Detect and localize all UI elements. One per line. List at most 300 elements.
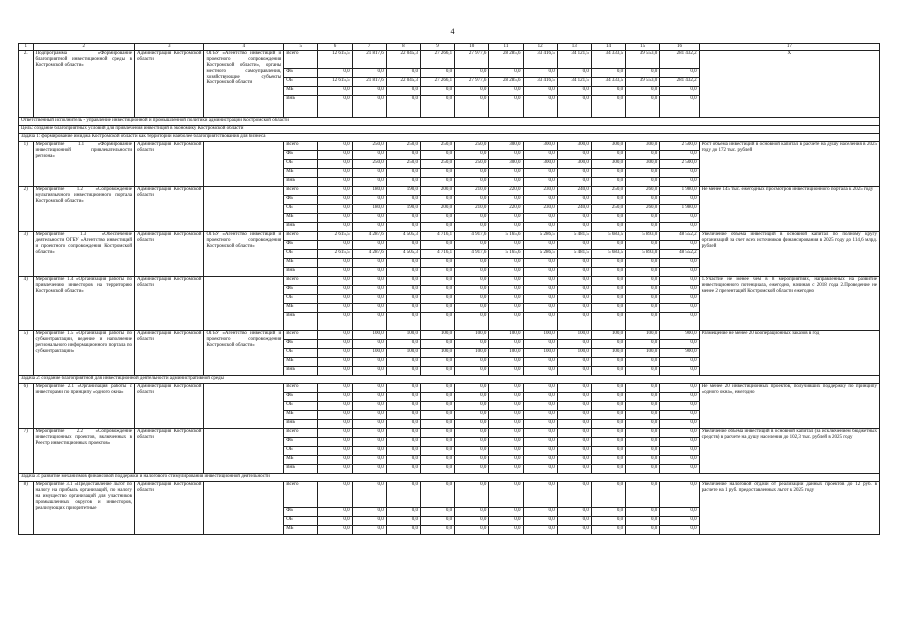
amount-cell: 0,0: [455, 429, 489, 438]
amount-cell: 0,0: [455, 295, 489, 304]
amount-cell: 0,0: [420, 367, 454, 376]
amount-cell: 100,0: [386, 331, 420, 340]
amount-cell: 0,0: [318, 456, 352, 465]
amount-cell: 0,0: [591, 286, 625, 295]
amount-cell: 0,0: [420, 429, 454, 438]
amount-cell: 0,0: [591, 358, 625, 367]
amount-cell: 0,0: [352, 214, 386, 223]
amount-cell: 0,0: [420, 223, 454, 232]
amount-cell: 0,0: [523, 304, 557, 313]
amount-cell: 0,0: [660, 526, 699, 535]
amount-cell: 300,0: [523, 142, 557, 151]
amount-cell: 0,0: [352, 358, 386, 367]
amount-cell: 0,0: [557, 277, 591, 286]
expected-result: Размещение не менее 20 кооперационных заказов в год: [699, 331, 879, 376]
amount-cell: 300,0: [489, 142, 523, 151]
expected-result: Х: [699, 51, 879, 118]
amount-cell: 0,0: [489, 259, 523, 268]
amount-cell: 0,0: [626, 69, 660, 78]
amount-cell: 0,0: [523, 465, 557, 474]
amount-cell: 27 266,1: [420, 78, 454, 87]
funding-source: ФБ: [284, 69, 318, 78]
amount-cell: 0,0: [455, 508, 489, 517]
amount-cell: 0,0: [660, 304, 699, 313]
amount-cell: 0,0: [523, 151, 557, 160]
amount-cell: 0,0: [489, 447, 523, 456]
amount-cell: 0,0: [523, 358, 557, 367]
amount-cell: 0,0: [386, 295, 420, 304]
amount-cell: 0,0: [591, 151, 625, 160]
table-row: [19, 187, 880, 196]
amount-cell: 48 552,2: [660, 232, 699, 241]
funding-source: ФБ: [284, 151, 318, 160]
section-row: [19, 474, 880, 482]
funding-source: ВнБ: [284, 178, 318, 187]
amount-cell: 0,0: [523, 456, 557, 465]
amount-cell: 0,0: [420, 526, 454, 535]
amount-cell: 0,0: [626, 277, 660, 286]
amount-cell: 0,0: [386, 69, 420, 78]
amount-cell: 0,0: [352, 517, 386, 526]
amount-cell: 0,0: [557, 393, 591, 402]
funding-source: ОБ: [284, 250, 318, 259]
amount-cell: 0,0: [626, 384, 660, 393]
amount-cell: 0,0: [489, 384, 523, 393]
amount-cell: 300,0: [557, 160, 591, 169]
amount-cell: 0,0: [318, 196, 352, 205]
amount-cell: 0,0: [386, 517, 420, 526]
amount-cell: 260,0: [626, 205, 660, 214]
amount-cell: 0,0: [455, 87, 489, 96]
amount-cell: 250,0: [420, 160, 454, 169]
responsible-executor: Администрация Костромской области: [135, 51, 204, 118]
column-number: 12: [523, 44, 557, 51]
amount-cell: 0,0: [455, 367, 489, 376]
amount-cell: 0,0: [352, 402, 386, 411]
amount-cell: 0,0: [318, 402, 352, 411]
amount-cell: 0,0: [420, 241, 454, 250]
amount-cell: 4 505,3: [386, 250, 420, 259]
amount-cell: 0,0: [420, 447, 454, 456]
amount-cell: 0,0: [386, 358, 420, 367]
amount-cell: 0,0: [386, 178, 420, 187]
funding-source: ВнБ: [284, 465, 318, 474]
amount-cell: 0,0: [352, 456, 386, 465]
amount-cell: 900,0: [660, 331, 699, 340]
participant: [204, 429, 284, 474]
amount-cell: 0,0: [557, 178, 591, 187]
amount-cell: 0,0: [318, 367, 352, 376]
amount-cell: 0,0: [591, 393, 625, 402]
amount-cell: 0,0: [660, 178, 699, 187]
amount-cell: 100,0: [455, 349, 489, 358]
amount-cell: 0,0: [420, 465, 454, 474]
amount-cell: 0,0: [489, 178, 523, 187]
amount-cell: 0,0: [455, 241, 489, 250]
amount-cell: 0,0: [591, 196, 625, 205]
amount-cell: 0,0: [557, 508, 591, 517]
amount-cell: 100,0: [352, 349, 386, 358]
amount-cell: 0,0: [352, 277, 386, 286]
amount-cell: 0,0: [626, 447, 660, 456]
amount-cell: 48 552,2: [660, 250, 699, 259]
amount-cell: 0,0: [489, 151, 523, 160]
column-number: 17: [699, 44, 879, 51]
amount-cell: 250,0: [591, 205, 625, 214]
amount-cell: 0,0: [455, 69, 489, 78]
funding-source: Всего: [284, 482, 318, 508]
amount-cell: 0,0: [626, 465, 660, 474]
amount-cell: 0,0: [489, 508, 523, 517]
amount-cell: 0,0: [523, 259, 557, 268]
amount-cell: 0,0: [523, 447, 557, 456]
amount-cell: 4 716,1: [420, 232, 454, 241]
amount-cell: 0,0: [626, 259, 660, 268]
amount-cell: 0,0: [557, 447, 591, 456]
amount-cell: 0,0: [660, 420, 699, 429]
column-number: 8: [386, 44, 420, 51]
amount-cell: 4 505,3: [386, 232, 420, 241]
amount-cell: 0,0: [352, 87, 386, 96]
amount-cell: 0,0: [318, 187, 352, 196]
amount-cell: 0,0: [626, 526, 660, 535]
funding-source: МБ: [284, 304, 318, 313]
amount-cell: 0,0: [660, 169, 699, 178]
amount-cell: 0,0: [523, 241, 557, 250]
amount-cell: 0,0: [386, 411, 420, 420]
funding-source: МБ: [284, 214, 318, 223]
amount-cell: 0,0: [523, 508, 557, 517]
participant: ОГБУ «Агентство инвестиций и проектного сопровождения Костромской области»: [204, 331, 284, 376]
amount-cell: 0,0: [591, 259, 625, 268]
amount-cell: 0,0: [455, 456, 489, 465]
responsible-executor: Администрация Костромской области: [135, 331, 204, 376]
amount-cell: 0,0: [591, 69, 625, 78]
amount-cell: 0,0: [420, 438, 454, 447]
amount-cell: 0,0: [660, 482, 699, 508]
amount-cell: 100,0: [489, 349, 523, 358]
amount-cell: 0,0: [557, 526, 591, 535]
amount-cell: 0,0: [318, 393, 352, 402]
amount-cell: 0,0: [420, 358, 454, 367]
amount-cell: 0,0: [455, 259, 489, 268]
amount-cell: 34 121,5: [557, 51, 591, 69]
amount-cell: 0,0: [420, 268, 454, 277]
amount-cell: 0,0: [557, 358, 591, 367]
amount-cell: 0,0: [420, 402, 454, 411]
amount-cell: 0,0: [318, 420, 352, 429]
amount-cell: 28 285,6: [489, 78, 523, 87]
expected-result: Увеличение объема инвестиций в основной капитал по полному кругу организаций за счет всех источников финансирования в 2025 году до 114,6 млрд. рублей: [699, 232, 879, 277]
amount-cell: 0,0: [523, 420, 557, 429]
amount-cell: 0,0: [352, 447, 386, 456]
amount-cell: 0,0: [318, 438, 352, 447]
responsible-executor: Администрация Костромской области: [135, 384, 204, 429]
amount-cell: 0,0: [591, 411, 625, 420]
amount-cell: 5 683,5: [591, 232, 625, 241]
amount-cell: 0,0: [660, 465, 699, 474]
amount-cell: 0,0: [455, 526, 489, 535]
amount-cell: 2 615,5: [318, 250, 352, 259]
amount-cell: 0,0: [489, 402, 523, 411]
amount-cell: 0,0: [626, 456, 660, 465]
column-number: 16: [660, 44, 699, 51]
amount-cell: 0,0: [352, 178, 386, 187]
amount-cell: 0,0: [318, 223, 352, 232]
amount-cell: 0,0: [352, 508, 386, 517]
amount-cell: 210,0: [455, 187, 489, 196]
amount-cell: 0,0: [591, 340, 625, 349]
column-number: 4: [204, 44, 284, 51]
amount-cell: 0,0: [626, 96, 660, 118]
funding-source: Всего: [284, 384, 318, 393]
responsible-executor: Администрация Костромской области: [135, 429, 204, 474]
measure-name: Мероприятие 1.4 «Организация работы по привлечению инвесторов на территорию Костромской области»: [33, 277, 135, 331]
amount-cell: 0,0: [660, 447, 699, 456]
amount-cell: 250,0: [352, 160, 386, 169]
amount-cell: 2 500,0: [660, 160, 699, 169]
amount-cell: 0,0: [318, 526, 352, 535]
amount-cell: 0,0: [591, 447, 625, 456]
amount-cell: 0,0: [455, 196, 489, 205]
amount-cell: 0,0: [523, 69, 557, 78]
amount-cell: 0,0: [420, 411, 454, 420]
amount-cell: 0,0: [523, 196, 557, 205]
funding-source: МБ: [284, 456, 318, 465]
amount-cell: 260,0: [626, 187, 660, 196]
expected-result: Не менее 145 тыс. ежегодных просмотров инвестиционного портала к 2025 году: [699, 187, 879, 232]
amount-cell: 0,0: [626, 223, 660, 232]
expected-result: Рост объема инвестиций в основной капитал в расчете на душу населения в 2025 году до 172 тыс. рублей: [699, 142, 879, 187]
amount-cell: 0,0: [626, 508, 660, 517]
amount-cell: 0,0: [626, 304, 660, 313]
amount-cell: 0,0: [557, 169, 591, 178]
amount-cell: 0,0: [352, 526, 386, 535]
amount-cell: 100,0: [455, 331, 489, 340]
amount-cell: 250,0: [386, 160, 420, 169]
amount-cell: 0,0: [523, 96, 557, 118]
amount-cell: 0,0: [420, 517, 454, 526]
amount-cell: 0,0: [660, 340, 699, 349]
amount-cell: 0,0: [660, 367, 699, 376]
amount-cell: 0,0: [489, 214, 523, 223]
expected-result: Увеличение налоговой отдачи от реализации данных проектов до 12 руб. в расчете на 1 руб. предоставленных льгот к 2025 году: [699, 482, 879, 535]
amount-cell: 0,0: [626, 340, 660, 349]
amount-cell: 230,0: [523, 187, 557, 196]
amount-cell: 281 432,2: [660, 51, 699, 69]
section-row: [19, 134, 880, 142]
amount-cell: 220,0: [489, 187, 523, 196]
responsible-executor: Администрация Костромской области: [135, 482, 204, 535]
section-row: [19, 118, 880, 126]
amount-cell: 0,0: [318, 169, 352, 178]
funding-source: МБ: [284, 87, 318, 96]
amount-cell: 0,0: [352, 295, 386, 304]
amount-cell: 0,0: [660, 214, 699, 223]
measure-name: Мероприятие 1.2 «Сопровождение мультиязычного инвестиционного портала Костромской области»: [33, 187, 135, 232]
amount-cell: 0,0: [455, 313, 489, 331]
amount-cell: 0,0: [318, 96, 352, 118]
amount-cell: 0,0: [352, 420, 386, 429]
amount-cell: 0,0: [420, 96, 454, 118]
amount-cell: 0,0: [626, 482, 660, 508]
row-number: 2): [19, 187, 34, 232]
amount-cell: 0,0: [420, 178, 454, 187]
amount-cell: 5 481,5: [557, 250, 591, 259]
amount-cell: 0,0: [591, 508, 625, 517]
amount-cell: 0,0: [386, 286, 420, 295]
amount-cell: 100,0: [386, 349, 420, 358]
section-title: Цель: создание благоприятных условий для привлечения инвестиций в экономику Костромской области: [19, 126, 880, 134]
table-row: [19, 384, 880, 393]
amount-cell: 0,0: [591, 526, 625, 535]
amount-cell: 0,0: [420, 304, 454, 313]
amount-cell: 0,0: [318, 429, 352, 438]
amount-cell: 0,0: [523, 340, 557, 349]
amount-cell: 0,0: [318, 295, 352, 304]
column-number: 14: [591, 44, 625, 51]
amount-cell: 0,0: [455, 447, 489, 456]
amount-cell: 0,0: [591, 465, 625, 474]
row-number: 3): [19, 232, 34, 277]
amount-cell: 0,0: [557, 87, 591, 96]
amount-cell: 27 977,6: [455, 51, 489, 69]
measure-name: Подпрограмма «Формирование благоприятной инвестиционной среды в Костромской области»: [33, 51, 135, 118]
amount-cell: 0,0: [626, 178, 660, 187]
amount-cell: 0,0: [660, 259, 699, 268]
funding-source: ОБ: [284, 205, 318, 214]
amount-cell: 4 287,6: [352, 232, 386, 241]
amount-cell: 0,0: [420, 508, 454, 517]
amount-cell: 0,0: [489, 241, 523, 250]
column-number: 1: [19, 44, 34, 51]
amount-cell: 0,0: [386, 268, 420, 277]
amount-cell: 0,0: [455, 402, 489, 411]
amount-cell: 0,0: [523, 178, 557, 187]
amount-cell: 0,0: [386, 420, 420, 429]
amount-cell: 0,0: [386, 151, 420, 160]
funding-source: ОБ: [284, 349, 318, 358]
amount-cell: 250,0: [352, 142, 386, 151]
amount-cell: 0,0: [318, 87, 352, 96]
column-number: 5: [284, 44, 318, 51]
amount-cell: 0,0: [455, 358, 489, 367]
amount-cell: 0,0: [420, 393, 454, 402]
amount-cell: 0,0: [489, 69, 523, 78]
amount-cell: 0,0: [557, 241, 591, 250]
amount-cell: 0,0: [420, 87, 454, 96]
funding-source: ОБ: [284, 78, 318, 87]
amount-cell: 0,0: [352, 465, 386, 474]
amount-cell: 0,0: [626, 241, 660, 250]
amount-cell: 0,0: [591, 241, 625, 250]
amount-cell: 0,0: [557, 411, 591, 420]
amount-cell: 0,0: [386, 402, 420, 411]
amount-cell: 100,0: [420, 349, 454, 358]
amount-cell: 0,0: [557, 367, 591, 376]
amount-cell: 0,0: [523, 526, 557, 535]
amount-cell: 0,0: [626, 517, 660, 526]
amount-cell: 100,0: [626, 349, 660, 358]
amount-cell: 100,0: [626, 331, 660, 340]
amount-cell: 34 333,5: [591, 78, 625, 87]
amount-cell: 0,0: [318, 331, 352, 340]
row-number: 6): [19, 384, 34, 429]
table-row: [19, 142, 880, 151]
amount-cell: 0,0: [557, 151, 591, 160]
amount-cell: 0,0: [352, 384, 386, 393]
column-number: 9: [420, 44, 454, 51]
amount-cell: 0,0: [420, 295, 454, 304]
column-number: 13: [557, 44, 591, 51]
amount-cell: 0,0: [557, 517, 591, 526]
amount-cell: 28 285,6: [489, 51, 523, 69]
table-row: [19, 429, 880, 438]
amount-cell: 0,0: [420, 69, 454, 78]
amount-cell: 0,0: [557, 420, 591, 429]
amount-cell: 0,0: [626, 151, 660, 160]
amount-cell: 0,0: [489, 411, 523, 420]
amount-cell: 0,0: [660, 411, 699, 420]
amount-cell: 0,0: [489, 517, 523, 526]
amount-cell: 0,0: [660, 277, 699, 286]
amount-cell: 0,0: [489, 169, 523, 178]
amount-cell: 0,0: [591, 456, 625, 465]
amount-cell: 0,0: [386, 508, 420, 517]
measure-name: Мероприятие 1.3 «Обеспечение деятельности ОГБУ «Агентство инвестиций и проектного сопровождения Костромской области»: [33, 232, 135, 277]
amount-cell: 100,0: [489, 331, 523, 340]
amount-cell: 39 553,0: [626, 51, 660, 69]
amount-cell: 0,0: [420, 277, 454, 286]
amount-cell: 0,0: [352, 151, 386, 160]
row-number: 7): [19, 429, 34, 474]
amount-cell: 0,0: [386, 196, 420, 205]
amount-cell: 0,0: [352, 340, 386, 349]
funding-source: ФБ: [284, 508, 318, 517]
amount-cell: 0,0: [557, 438, 591, 447]
amount-cell: 0,0: [386, 214, 420, 223]
amount-cell: 0,0: [523, 268, 557, 277]
amount-cell: 0,0: [660, 295, 699, 304]
amount-cell: 0,0: [626, 214, 660, 223]
amount-cell: 0,0: [318, 517, 352, 526]
amount-cell: 0,0: [352, 69, 386, 78]
amount-cell: 0,0: [660, 286, 699, 295]
amount-cell: 27 977,6: [455, 78, 489, 87]
amount-cell: 0,0: [557, 313, 591, 331]
funding-source: ОБ: [284, 402, 318, 411]
amount-cell: 0,0: [557, 259, 591, 268]
amount-cell: 0,0: [523, 482, 557, 508]
funding-source: МБ: [284, 358, 318, 367]
amount-cell: 0,0: [318, 241, 352, 250]
amount-cell: 0,0: [455, 268, 489, 277]
amount-cell: 0,0: [455, 384, 489, 393]
amount-cell: 5 683,5: [591, 250, 625, 259]
amount-cell: 0,0: [660, 241, 699, 250]
amount-cell: 100,0: [591, 331, 625, 340]
amount-cell: 0,0: [557, 384, 591, 393]
amount-cell: 0,0: [420, 313, 454, 331]
amount-cell: 0,0: [489, 367, 523, 376]
amount-cell: 0,0: [489, 358, 523, 367]
amount-cell: 250,0: [386, 142, 420, 151]
amount-cell: 0,0: [591, 402, 625, 411]
amount-cell: 0,0: [318, 214, 352, 223]
measure-name: Мероприятие 1.5 «Организация работы по субконтрактации, ведение и наполнение регионального информационного портала по субконтрактации»: [33, 331, 135, 376]
amount-cell: 0,0: [455, 517, 489, 526]
amount-cell: 190,0: [386, 205, 420, 214]
